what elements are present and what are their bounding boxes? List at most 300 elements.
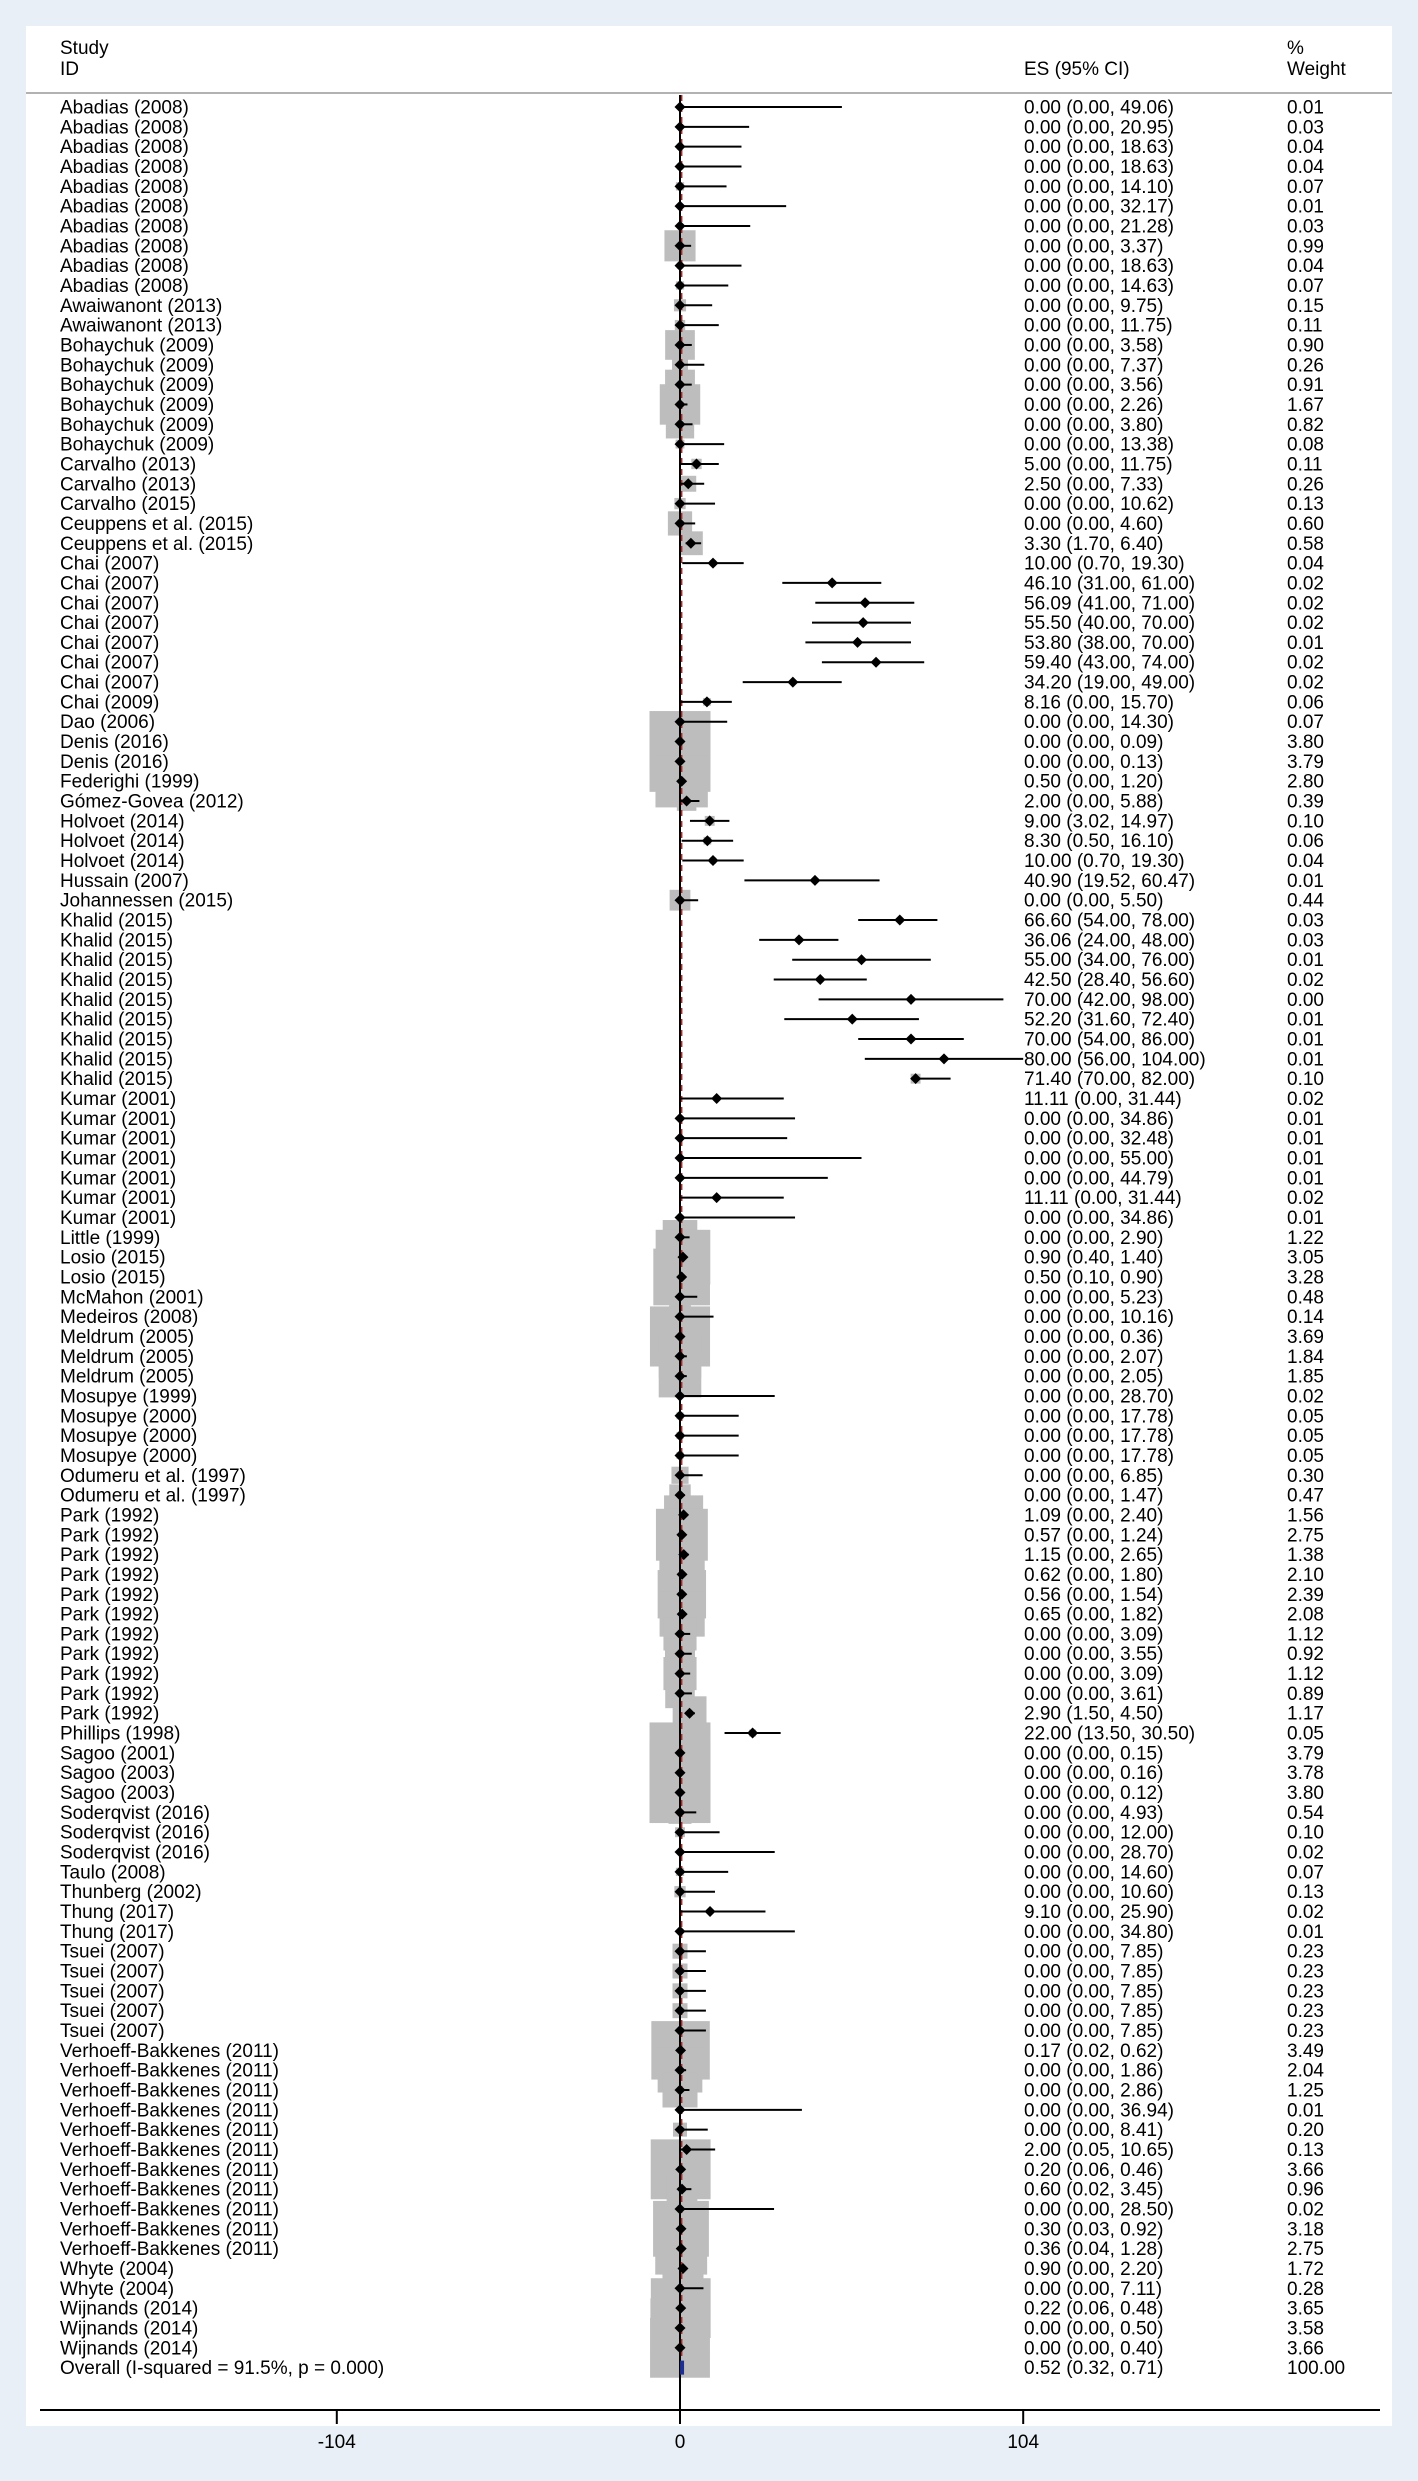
weight-value: 0.06: [1287, 692, 1324, 714]
es-value: 0.00 (0.00, 2.05): [1024, 1366, 1164, 1388]
weight-value: 0.48: [1287, 1287, 1324, 1309]
es-value: 70.00 (54.00, 86.00): [1024, 1029, 1196, 1051]
weight-value: 2.80: [1287, 771, 1324, 793]
overall-estimate: [680, 2361, 684, 2375]
weight-value: 1.56: [1287, 1505, 1324, 1527]
es-value: 66.60 (54.00, 78.00): [1024, 910, 1196, 932]
es-value: 0.22 (0.06, 0.48): [1024, 2298, 1164, 2320]
study-label: Khalid (2015): [60, 930, 174, 952]
weight-value: 0.23: [1287, 1941, 1324, 1963]
es-value: 22.00 (13.50, 30.50): [1024, 1723, 1196, 1745]
es-value: 0.00 (0.00, 12.00): [1024, 1822, 1174, 1844]
study-label: Meldrum (2005): [60, 1346, 195, 1368]
weight-value: 3.05: [1287, 1247, 1324, 1269]
weight-value: 0.02: [1287, 593, 1324, 615]
study-label: Abadias (2008): [60, 236, 189, 258]
es-value: 52.20 (31.60, 72.40): [1024, 1009, 1196, 1031]
es-value: 0.00 (0.00, 10.62): [1024, 494, 1174, 516]
study-label: Carvalho (2013): [60, 474, 197, 496]
weight-value: 3.79: [1287, 751, 1324, 773]
es-value: 70.00 (42.00, 98.00): [1024, 989, 1196, 1011]
weight-value: 0.04: [1287, 256, 1324, 278]
weight-value: 0.04: [1287, 553, 1324, 575]
es-value: 0.00 (0.00, 18.63): [1024, 256, 1174, 278]
study-label: Abadias (2008): [60, 97, 189, 119]
es-value: 0.00 (0.00, 10.16): [1024, 1307, 1174, 1329]
study-label: Chai (2007): [60, 613, 160, 635]
study-label: Bohaychuk (2009): [60, 335, 215, 357]
es-value: 0.00 (0.00, 9.75): [1024, 295, 1164, 317]
study-label: Taulo (2008): [60, 1862, 166, 1884]
es-value: 0.00 (0.00, 14.63): [1024, 275, 1174, 297]
study-label: Tsuei (2007): [60, 1961, 165, 1983]
es-value: 0.00 (0.00, 7.85): [1024, 2001, 1164, 2023]
study-label: Park (1992): [60, 1505, 160, 1527]
study-label: Chai (2009): [60, 692, 160, 714]
study-label: Kumar (2001): [60, 1128, 177, 1150]
weight-value: 2.75: [1287, 1525, 1324, 1547]
es-value: 0.00 (0.00, 3.61): [1024, 1683, 1164, 1705]
weight-value: 0.44: [1287, 890, 1324, 912]
weight-value: 0.01: [1287, 1168, 1324, 1190]
study-label: Chai (2007): [60, 593, 160, 615]
study-label: Khalid (2015): [60, 1009, 174, 1031]
weight-value: 0.02: [1287, 1188, 1324, 1210]
weight-value: 0.03: [1287, 930, 1324, 952]
es-value: 40.90 (19.52, 60.47): [1024, 870, 1196, 892]
es-value: 0.90 (0.40, 1.40): [1024, 1247, 1164, 1269]
es-value: 0.00 (0.00, 3.58): [1024, 335, 1164, 357]
weight-value: 0.01: [1287, 1921, 1324, 1943]
weight-value: 0.01: [1287, 1128, 1324, 1150]
study-label: Awaiwanont (2013): [60, 295, 223, 317]
es-value: 0.90 (0.00, 2.20): [1024, 2258, 1164, 2280]
es-value: 0.00 (0.00, 4.93): [1024, 1802, 1164, 1824]
es-value: 0.00 (0.00, 32.48): [1024, 1128, 1174, 1150]
weight-value: 0.11: [1287, 315, 1323, 337]
es-value: 0.00 (0.00, 8.41): [1024, 2120, 1164, 2142]
weight-value: 1.67: [1287, 394, 1324, 416]
es-value: 0.00 (0.00, 49.06): [1024, 97, 1174, 119]
es-value: 0.00 (0.00, 0.13): [1024, 751, 1164, 773]
es-value: 10.00 (0.70, 19.30): [1024, 851, 1185, 873]
es-value: 0.50 (0.00, 1.20): [1024, 771, 1164, 793]
study-label: Dao (2006): [60, 712, 156, 734]
study-label: Soderqvist (2016): [60, 1822, 210, 1844]
es-value: 11.11 (0.00, 31.44): [1024, 1089, 1182, 1110]
es-value: 0.00 (0.00, 2.07): [1024, 1346, 1164, 1368]
weight-value: 0.01: [1287, 870, 1324, 892]
study-label: Thung (2017): [60, 1921, 175, 1943]
es-value: 0.00 (0.00, 7.85): [1024, 2021, 1164, 2043]
study-label: Park (1992): [60, 1564, 160, 1586]
weight-value: 0.02: [1287, 613, 1324, 635]
es-value: 0.00 (0.00, 5.23): [1024, 1287, 1164, 1309]
es-value: 0.65 (0.00, 1.82): [1024, 1604, 1164, 1626]
weight-value: 0.23: [1287, 2021, 1324, 2043]
es-value: 71.40 (70.00, 82.00): [1024, 1069, 1196, 1091]
es-value: 0.00 (0.00, 34.80): [1024, 1921, 1174, 1943]
study-label: Gómez-Govea (2012): [60, 791, 244, 813]
overall-label: Overall (I-squared = 91.5%, p = 0.000): [60, 2358, 385, 2380]
es-value: 0.00 (0.00, 10.60): [1024, 1882, 1174, 1904]
study-label: Park (1992): [60, 1525, 160, 1547]
weight-value: 0.02: [1287, 1089, 1324, 1110]
study-label: Odumeru et al. (1997): [60, 1465, 246, 1487]
weight-value: 0.23: [1287, 1961, 1324, 1983]
weight-value: 0.03: [1287, 117, 1324, 139]
weight-value: 0.01: [1287, 97, 1324, 119]
study-label: Khalid (2015): [60, 1069, 174, 1091]
header-weight: Weight: [1287, 59, 1346, 80]
es-value: 2.00 (0.00, 5.88): [1024, 791, 1164, 813]
study-label: Whyte (2004): [60, 2258, 175, 2280]
weight-value: 0.02: [1287, 573, 1324, 595]
es-value: 0.00 (0.00, 7.11): [1024, 2278, 1163, 2300]
study-label: Kumar (2001): [60, 1089, 177, 1110]
weight-value: 0.01: [1287, 1207, 1324, 1229]
study-label: Abadias (2008): [60, 196, 189, 218]
study-label: Thung (2017): [60, 1902, 175, 1924]
weight-value: 0.96: [1287, 2179, 1324, 2201]
study-label: Meldrum (2005): [60, 1366, 195, 1388]
study-label: Wijnands (2014): [60, 2338, 199, 2360]
es-value: 0.00 (0.00, 13.38): [1024, 434, 1174, 456]
study-label: Ceuppens et al. (2015): [60, 533, 254, 555]
es-value: 59.40 (43.00, 74.00): [1024, 652, 1196, 674]
es-value: 0.00 (0.00, 0.09): [1024, 732, 1164, 754]
weight-value: 0.02: [1287, 2199, 1324, 2221]
es-value: 55.00 (34.00, 76.00): [1024, 950, 1196, 972]
es-value: 9.10 (0.00, 25.90): [1024, 1902, 1174, 1924]
es-value: 0.00 (0.00, 2.90): [1024, 1227, 1164, 1249]
es-value: 1.15 (0.00, 2.65): [1024, 1545, 1164, 1567]
weight-value: 1.85: [1287, 1366, 1324, 1388]
study-label: Khalid (2015): [60, 989, 174, 1011]
es-value: 2.90 (1.50, 4.50): [1024, 1703, 1164, 1725]
es-value: 0.00 (0.00, 28.50): [1024, 2199, 1174, 2221]
es-value: 0.00 (0.00, 3.56): [1024, 375, 1164, 397]
study-label: Sagoo (2003): [60, 1783, 176, 1805]
es-value: 0.00 (0.00, 17.78): [1024, 1406, 1174, 1428]
es-value: 0.56 (0.00, 1.54): [1024, 1584, 1164, 1606]
study-label: Tsuei (2007): [60, 2001, 165, 2023]
weight-value: 0.07: [1287, 1862, 1324, 1884]
weight-value: 0.15: [1287, 295, 1324, 317]
study-label: Chai (2007): [60, 672, 160, 694]
study-label: Kumar (2001): [60, 1188, 177, 1210]
weight-value: 2.75: [1287, 2239, 1324, 2261]
weight-value: 0.23: [1287, 1981, 1324, 2003]
weight-value: 3.18: [1287, 2219, 1324, 2241]
study-label: Thunberg (2002): [60, 1882, 202, 1904]
es-value: 55.50 (40.00, 70.00): [1024, 613, 1196, 635]
study-label: Bohaychuk (2009): [60, 434, 215, 456]
weight-value: 0.90: [1287, 335, 1324, 357]
study-label: Wijnands (2014): [60, 2318, 199, 2340]
es-value: 0.00 (0.00, 6.85): [1024, 1465, 1164, 1487]
es-value: 9.00 (3.02, 14.97): [1024, 811, 1174, 833]
weight-value: 3.78: [1287, 1763, 1324, 1785]
study-label: Abadias (2008): [60, 256, 189, 278]
weight-value: 3.28: [1287, 1267, 1324, 1289]
es-value: 0.00 (0.00, 34.86): [1024, 1207, 1174, 1229]
es-value: 0.00 (0.00, 3.09): [1024, 1624, 1164, 1646]
study-label: Verhoeff-Bakkenes (2011): [60, 2159, 279, 2181]
study-label: Awaiwanont (2013): [60, 315, 223, 337]
study-label: Ceuppens et al. (2015): [60, 513, 254, 535]
es-value: 0.00 (0.00, 18.63): [1024, 137, 1174, 159]
es-value: 0.00 (0.00, 21.28): [1024, 216, 1174, 238]
es-value: 0.00 (0.00, 11.75): [1024, 315, 1173, 337]
es-value: 0.00 (0.00, 28.70): [1024, 1842, 1174, 1864]
es-value: 0.00 (0.00, 14.10): [1024, 176, 1174, 198]
es-value: 0.17 (0.02, 0.62): [1024, 2040, 1164, 2062]
es-value: 0.00 (0.00, 36.94): [1024, 2100, 1174, 2122]
weight-value: 0.05: [1287, 1445, 1324, 1467]
weight-value: 0.07: [1287, 176, 1324, 198]
weight-value: 0.06: [1287, 831, 1324, 853]
es-value: 0.00 (0.00, 14.30): [1024, 712, 1174, 734]
study-label: Soderqvist (2016): [60, 1802, 210, 1824]
es-value: 0.00 (0.00, 7.85): [1024, 1961, 1164, 1983]
study-label: Abadias (2008): [60, 275, 189, 297]
es-value: 0.00 (0.00, 17.78): [1024, 1426, 1174, 1448]
header-percent: %: [1287, 38, 1304, 59]
es-value: 0.50 (0.10, 0.90): [1024, 1267, 1164, 1289]
weight-value: 0.99: [1287, 236, 1324, 258]
study-label: Tsuei (2007): [60, 1941, 165, 1963]
es-value: 36.06 (24.00, 48.00): [1024, 930, 1196, 952]
study-label: Verhoeff-Bakkenes (2011): [60, 2199, 279, 2221]
weight-value: 3.69: [1287, 1326, 1324, 1348]
es-value: 0.00 (0.00, 28.70): [1024, 1386, 1174, 1408]
weight-value: 2.08: [1287, 1604, 1324, 1626]
weight-value: 0.01: [1287, 196, 1324, 218]
es-value: 2.50 (0.00, 7.33): [1024, 474, 1164, 496]
study-label: Park (1992): [60, 1604, 160, 1626]
study-label: Verhoeff-Bakkenes (2011): [60, 2179, 279, 2201]
weight-value: 0.05: [1287, 1406, 1324, 1428]
es-value: 3.30 (1.70, 6.40): [1024, 533, 1164, 555]
weight-value: 3.80: [1287, 1783, 1324, 1805]
weight-value: 0.02: [1287, 672, 1324, 694]
weight-value: 0.01: [1287, 2100, 1324, 2122]
study-label: Bohaychuk (2009): [60, 355, 215, 377]
study-label: Johannessen (2015): [60, 890, 234, 912]
study-label: Chai (2007): [60, 652, 160, 674]
weight-value: 0.11: [1287, 454, 1323, 476]
weight-value: 1.72: [1287, 2258, 1324, 2280]
weight-value: 0.14: [1287, 1307, 1324, 1329]
es-value: 0.00 (0.00, 20.95): [1024, 117, 1174, 139]
es-value: 5.00 (0.00, 11.75): [1024, 454, 1173, 476]
weight-value: 0.13: [1287, 494, 1324, 516]
overall-es-value: 0.52 (0.32, 0.71): [1024, 2358, 1164, 2380]
weight-value: 0.10: [1287, 1822, 1324, 1844]
study-label: Abadias (2008): [60, 156, 189, 178]
study-label: Verhoeff-Bakkenes (2011): [60, 2239, 279, 2261]
es-value: 0.00 (0.00, 3.37): [1024, 236, 1164, 258]
es-value: 8.30 (0.50, 16.10): [1024, 831, 1174, 853]
study-label: Tsuei (2007): [60, 2021, 165, 2043]
weight-value: 0.20: [1287, 2120, 1324, 2142]
study-label: McMahon (2001): [60, 1287, 204, 1309]
weight-value: 0.04: [1287, 156, 1324, 178]
es-value: 0.30 (0.03, 0.92): [1024, 2219, 1164, 2241]
study-label: Little (1999): [60, 1227, 161, 1249]
study-label: Meldrum (2005): [60, 1326, 195, 1348]
study-label: Verhoeff-Bakkenes (2011): [60, 2120, 279, 2142]
es-value: 0.00 (0.00, 18.63): [1024, 156, 1174, 178]
weight-value: 0.92: [1287, 1644, 1324, 1666]
es-value: 0.00 (0.00, 4.60): [1024, 513, 1164, 535]
weight-value: 0.82: [1287, 414, 1324, 436]
study-label: Khalid (2015): [60, 910, 174, 932]
es-value: 11.11 (0.00, 31.44): [1024, 1188, 1182, 1210]
study-label: Bohaychuk (2009): [60, 394, 215, 416]
weight-value: 2.10: [1287, 1564, 1324, 1586]
weight-value: 0.01: [1287, 1108, 1324, 1130]
es-value: 0.00 (0.00, 1.47): [1024, 1485, 1164, 1507]
weight-value: 3.80: [1287, 732, 1324, 754]
weight-value: 3.65: [1287, 2298, 1324, 2320]
study-label: Chai (2007): [60, 573, 160, 595]
study-label: Mosupye (2000): [60, 1445, 198, 1467]
weight-value: 0.02: [1287, 1902, 1324, 1924]
study-label: Park (1992): [60, 1664, 160, 1686]
weight-value: 0.58: [1287, 533, 1324, 555]
weight-value: 3.66: [1287, 2338, 1324, 2360]
header-es: ES (95% CI): [1024, 59, 1130, 80]
es-value: 0.00 (0.00, 0.36): [1024, 1326, 1164, 1348]
weight-value: 1.17: [1287, 1703, 1324, 1725]
es-value: 0.00 (0.00, 0.40): [1024, 2338, 1164, 2360]
es-value: 56.09 (41.00, 71.00): [1024, 593, 1196, 615]
weight-value: 0.91: [1287, 375, 1324, 397]
study-label: Khalid (2015): [60, 970, 174, 992]
study-label: Losio (2015): [60, 1247, 166, 1269]
study-label: Bohaychuk (2009): [60, 414, 215, 436]
study-label: Federighi (1999): [60, 771, 200, 793]
study-label: Tsuei (2007): [60, 1981, 165, 2003]
es-value: 0.20 (0.06, 0.46): [1024, 2159, 1164, 2181]
study-label: Holvoet (2014): [60, 811, 185, 833]
study-label: Medeiros (2008): [60, 1307, 199, 1329]
x-tick-label: 104: [1007, 2432, 1040, 2453]
study-label: Whyte (2004): [60, 2278, 175, 2300]
es-value: 0.00 (0.00, 0.16): [1024, 1763, 1164, 1785]
weight-value: 0.02: [1287, 1386, 1324, 1408]
weight-value: 0.01: [1287, 1029, 1324, 1051]
weight-value: 2.04: [1287, 2060, 1324, 2082]
weight-value: 0.01: [1287, 1148, 1324, 1170]
study-label: Abadias (2008): [60, 216, 189, 238]
study-label: Park (1992): [60, 1624, 160, 1646]
study-label: Park (1992): [60, 1545, 160, 1567]
weight-value: 0.00: [1287, 989, 1324, 1011]
weight-value: 0.05: [1287, 1426, 1324, 1448]
header-id: ID: [60, 59, 79, 80]
weight-value: 0.10: [1287, 811, 1324, 833]
weight-value: 0.23: [1287, 2001, 1324, 2023]
es-value: 0.00 (0.00, 7.37): [1024, 355, 1164, 377]
study-label: Park (1992): [60, 1644, 160, 1666]
weight-value: 1.38: [1287, 1545, 1324, 1567]
weight-value: 3.66: [1287, 2159, 1324, 2181]
es-value: 0.00 (0.00, 7.85): [1024, 1981, 1164, 2003]
weight-value: 0.03: [1287, 216, 1324, 238]
study-label: Park (1992): [60, 1584, 160, 1606]
study-label: Soderqvist (2016): [60, 1842, 210, 1864]
study-label: Carvalho (2015): [60, 494, 197, 516]
x-tick-label: -104: [317, 2432, 356, 2453]
study-label: Verhoeff-Bakkenes (2011): [60, 2040, 279, 2062]
study-label: Verhoeff-Bakkenes (2011): [60, 2219, 279, 2241]
weight-value: 0.47: [1287, 1485, 1324, 1507]
study-label: Phillips (1998): [60, 1723, 181, 1745]
weight-value: 0.05: [1287, 1723, 1324, 1745]
es-value: 0.62 (0.00, 1.80): [1024, 1564, 1164, 1586]
es-value: 0.00 (0.00, 3.09): [1024, 1664, 1164, 1686]
header-study: Study: [60, 38, 109, 59]
es-value: 34.20 (19.00, 49.00): [1024, 672, 1196, 694]
study-label: Sagoo (2001): [60, 1743, 176, 1765]
weight-value: 1.84: [1287, 1346, 1324, 1368]
overall-weight-value: 100.00: [1287, 2358, 1346, 2380]
es-value: 0.00 (0.00, 34.86): [1024, 1108, 1174, 1130]
weight-value: 0.07: [1287, 712, 1324, 734]
weight-value: 0.54: [1287, 1802, 1324, 1824]
weight-value: 3.79: [1287, 1743, 1324, 1765]
study-label: Abadias (2008): [60, 176, 189, 198]
study-label: Losio (2015): [60, 1267, 166, 1289]
weight-value: 0.02: [1287, 970, 1324, 992]
study-label: Mosupye (2000): [60, 1406, 198, 1428]
study-label: Denis (2016): [60, 732, 169, 754]
study-label: Khalid (2015): [60, 1029, 174, 1051]
weight-value: 1.22: [1287, 1227, 1324, 1249]
weight-value: 0.03: [1287, 910, 1324, 932]
weight-value: 0.02: [1287, 652, 1324, 674]
es-value: 10.00 (0.70, 19.30): [1024, 553, 1185, 575]
es-value: 0.00 (0.00, 32.17): [1024, 196, 1174, 218]
es-value: 0.00 (0.00, 0.15): [1024, 1743, 1164, 1765]
study-label: Khalid (2015): [60, 950, 174, 972]
es-value: 42.50 (28.40, 56.60): [1024, 970, 1196, 992]
study-label: Verhoeff-Bakkenes (2011): [60, 2100, 279, 2122]
es-value: 0.00 (0.00, 14.60): [1024, 1862, 1174, 1884]
study-label: Holvoet (2014): [60, 831, 185, 853]
es-value: 53.80 (38.00, 70.00): [1024, 632, 1196, 654]
weight-value: 0.13: [1287, 2139, 1324, 2161]
es-value: 0.00 (0.00, 2.86): [1024, 2080, 1164, 2102]
weight-value: 0.60: [1287, 513, 1324, 535]
weight-value: 2.39: [1287, 1584, 1324, 1606]
es-value: 80.00 (56.00, 104.00): [1024, 1049, 1206, 1071]
weight-value: 3.49: [1287, 2040, 1324, 2062]
study-label: Hussain (2007): [60, 870, 189, 892]
study-label: Holvoet (2014): [60, 851, 185, 873]
study-label: Abadias (2008): [60, 137, 189, 159]
weight-value: 0.28: [1287, 2278, 1324, 2300]
weight-value: 0.02: [1287, 1842, 1324, 1864]
study-label: Verhoeff-Bakkenes (2011): [60, 2139, 279, 2161]
weight-value: 0.01: [1287, 950, 1324, 972]
study-label: Kumar (2001): [60, 1108, 177, 1130]
es-value: 0.60 (0.02, 3.45): [1024, 2179, 1164, 2201]
study-label: Mosupye (1999): [60, 1386, 198, 1408]
